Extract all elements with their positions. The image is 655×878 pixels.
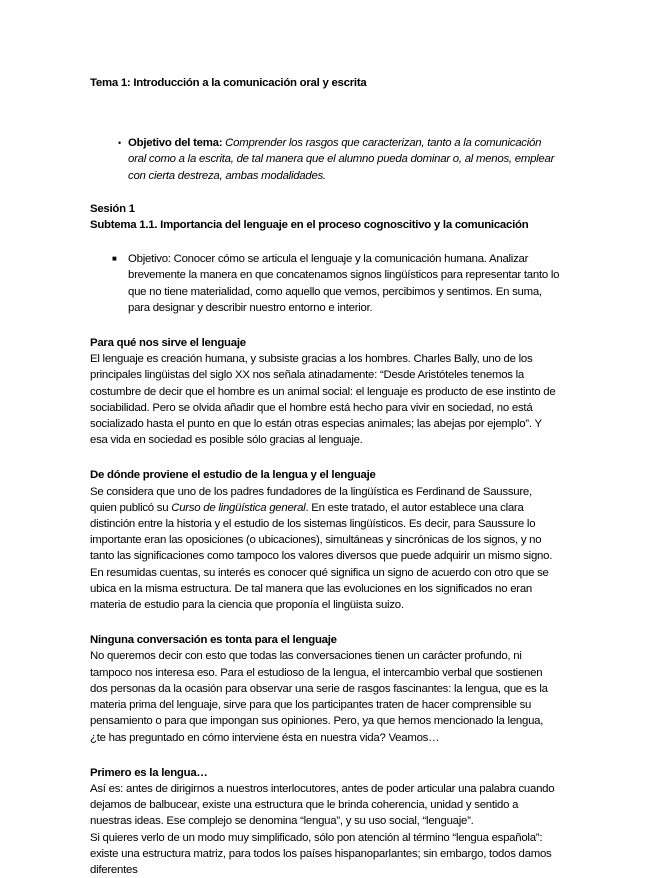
objective-session-item: [112, 251, 560, 316]
section-body-post: . En este tratado, el autor establece una clara distinción entre la historia y el estudio de los sistemas lingüísticos. Es decir, para Saussure lo importante eran las oposiciones (o ubicaciones), simultáneas y sincrónicas de los signos, y no tanto las significaciones como tampoco los valores diversos que puede adquirir un mismo signo. En resumidas cuentas, su interés es conocer qué significa un signo de acuerdo con otro que se ubica en la misma estructura. De tal manera que las evoluciones en los significados no eran materia de estudio para la ciencia que proponía el lingüista suizo.: [90, 501, 553, 612]
square-bullet-icon: ■: [112, 254, 117, 264]
section-body-pre: Se considera que uno de los padres fundadores de la lingüística es Ferdinand de Saussure, quien publicó su: [90, 485, 532, 514]
objective-topic-text: [128, 135, 560, 184]
section-heading: Primero es la lengua…: [90, 766, 208, 779]
section-primero-lengua: [90, 765, 560, 878]
objective-topic-label: Objetivo del tema:: [128, 137, 223, 150]
section-para-que: [90, 335, 560, 448]
session-label: Sesión 1: [90, 202, 135, 215]
section-body-continued: Si quieres verlo de un modo muy simplificado, sólo pon atención al término “lengua española”: existe una estructura matriz, para todos los países hispanoparlantes; sin embargo, todos damos diferentes: [90, 831, 552, 876]
objective-topic-item: [118, 135, 560, 184]
section-body: No queremos decir con esto que todas las conversaciones tienen un carácter profundo, ni tampoco nos interesa eso. Para el estudioso de la lengua, el intercambio verbal que sostienen dos personas da la ocasión para observar una serie de rasgos fascinantes: la lengua, que es la materia prima del lenguaje, sirve para que los participantes traten de hacer comprensible su pensamiento o para que impongan sus opiniones. Pero, ya que hemos mencionado la lengua, ¿te has preguntado en cómo interviene ésta en nuestra vida? Veamos…: [90, 650, 548, 744]
subtheme-heading: Subtema 1.1. Importancia del lenguaje en el proceso cognoscitivo y la comunicación: [90, 219, 529, 232]
objective-topic-body: Comprender los rasgos que caracterizan, tanto a la comunicación oral como a la escrita, de tal manera que el alumno pueda dominar o, al menos, emplear con cierta destreza, ambas modalidades.: [128, 137, 555, 182]
session-header: [90, 201, 560, 233]
section-body: [90, 484, 560, 614]
section-de-donde: [90, 467, 560, 613]
section-heading: De dónde proviene el estudio de la lengua y el lenguaje: [90, 469, 376, 482]
document-title: Tema 1: Introducción a la comunicación oral y escrita: [90, 77, 367, 89]
section-ninguna-conversacion: [90, 632, 560, 745]
document-page: [90, 75, 560, 878]
section-body: El lenguaje es creación humana, y subsiste gracias a los hombres. Charles Bally, uno de los principales lingüistas del siglo XX nos señala atinadamente: “Desde Aristóteles tenemos la costumbre de decir que el hombre es un animal social: el lenguaje es producto de ese instinto de sociabilidad. Pero se olvida añadir que el hombre está hecho para vivir en sociedad, no está socializado hasta el punto en que lo están otras especias animales; las abejas por ejemplo”. Y esa vida en sociedad es posible sólo gracias al lenguaje.: [90, 353, 556, 447]
objective-session-text: Objetivo: Conocer cómo se articula el lenguaje y la comunicación humana. Analizar brevemente la manera en que concatenamos signos lingüísticos para representar tanto lo que no tiene materialidad, como aquello que vemos, percibimos y sentimos. En suma, para designar y describir nuestro entorno e interior.: [128, 253, 560, 314]
section-heading: Para qué nos sirve el lenguaje: [90, 337, 246, 350]
bullet-icon: •: [118, 138, 121, 149]
section-heading: Ninguna conversación es tonta para el lenguaje: [90, 634, 337, 647]
book-title: Curso de lingüística general: [171, 501, 306, 514]
section-body: Así es: antes de dirigirnos a nuestros interlocutores, antes de poder articular una palabra cuando dejamos de balbucear, existe una estructura que le brinda coherencia, unidad y sentido a nuestras ideas. Ese complejo se denomina “lengua”, y su uso social, “lenguaje”.: [90, 782, 555, 828]
